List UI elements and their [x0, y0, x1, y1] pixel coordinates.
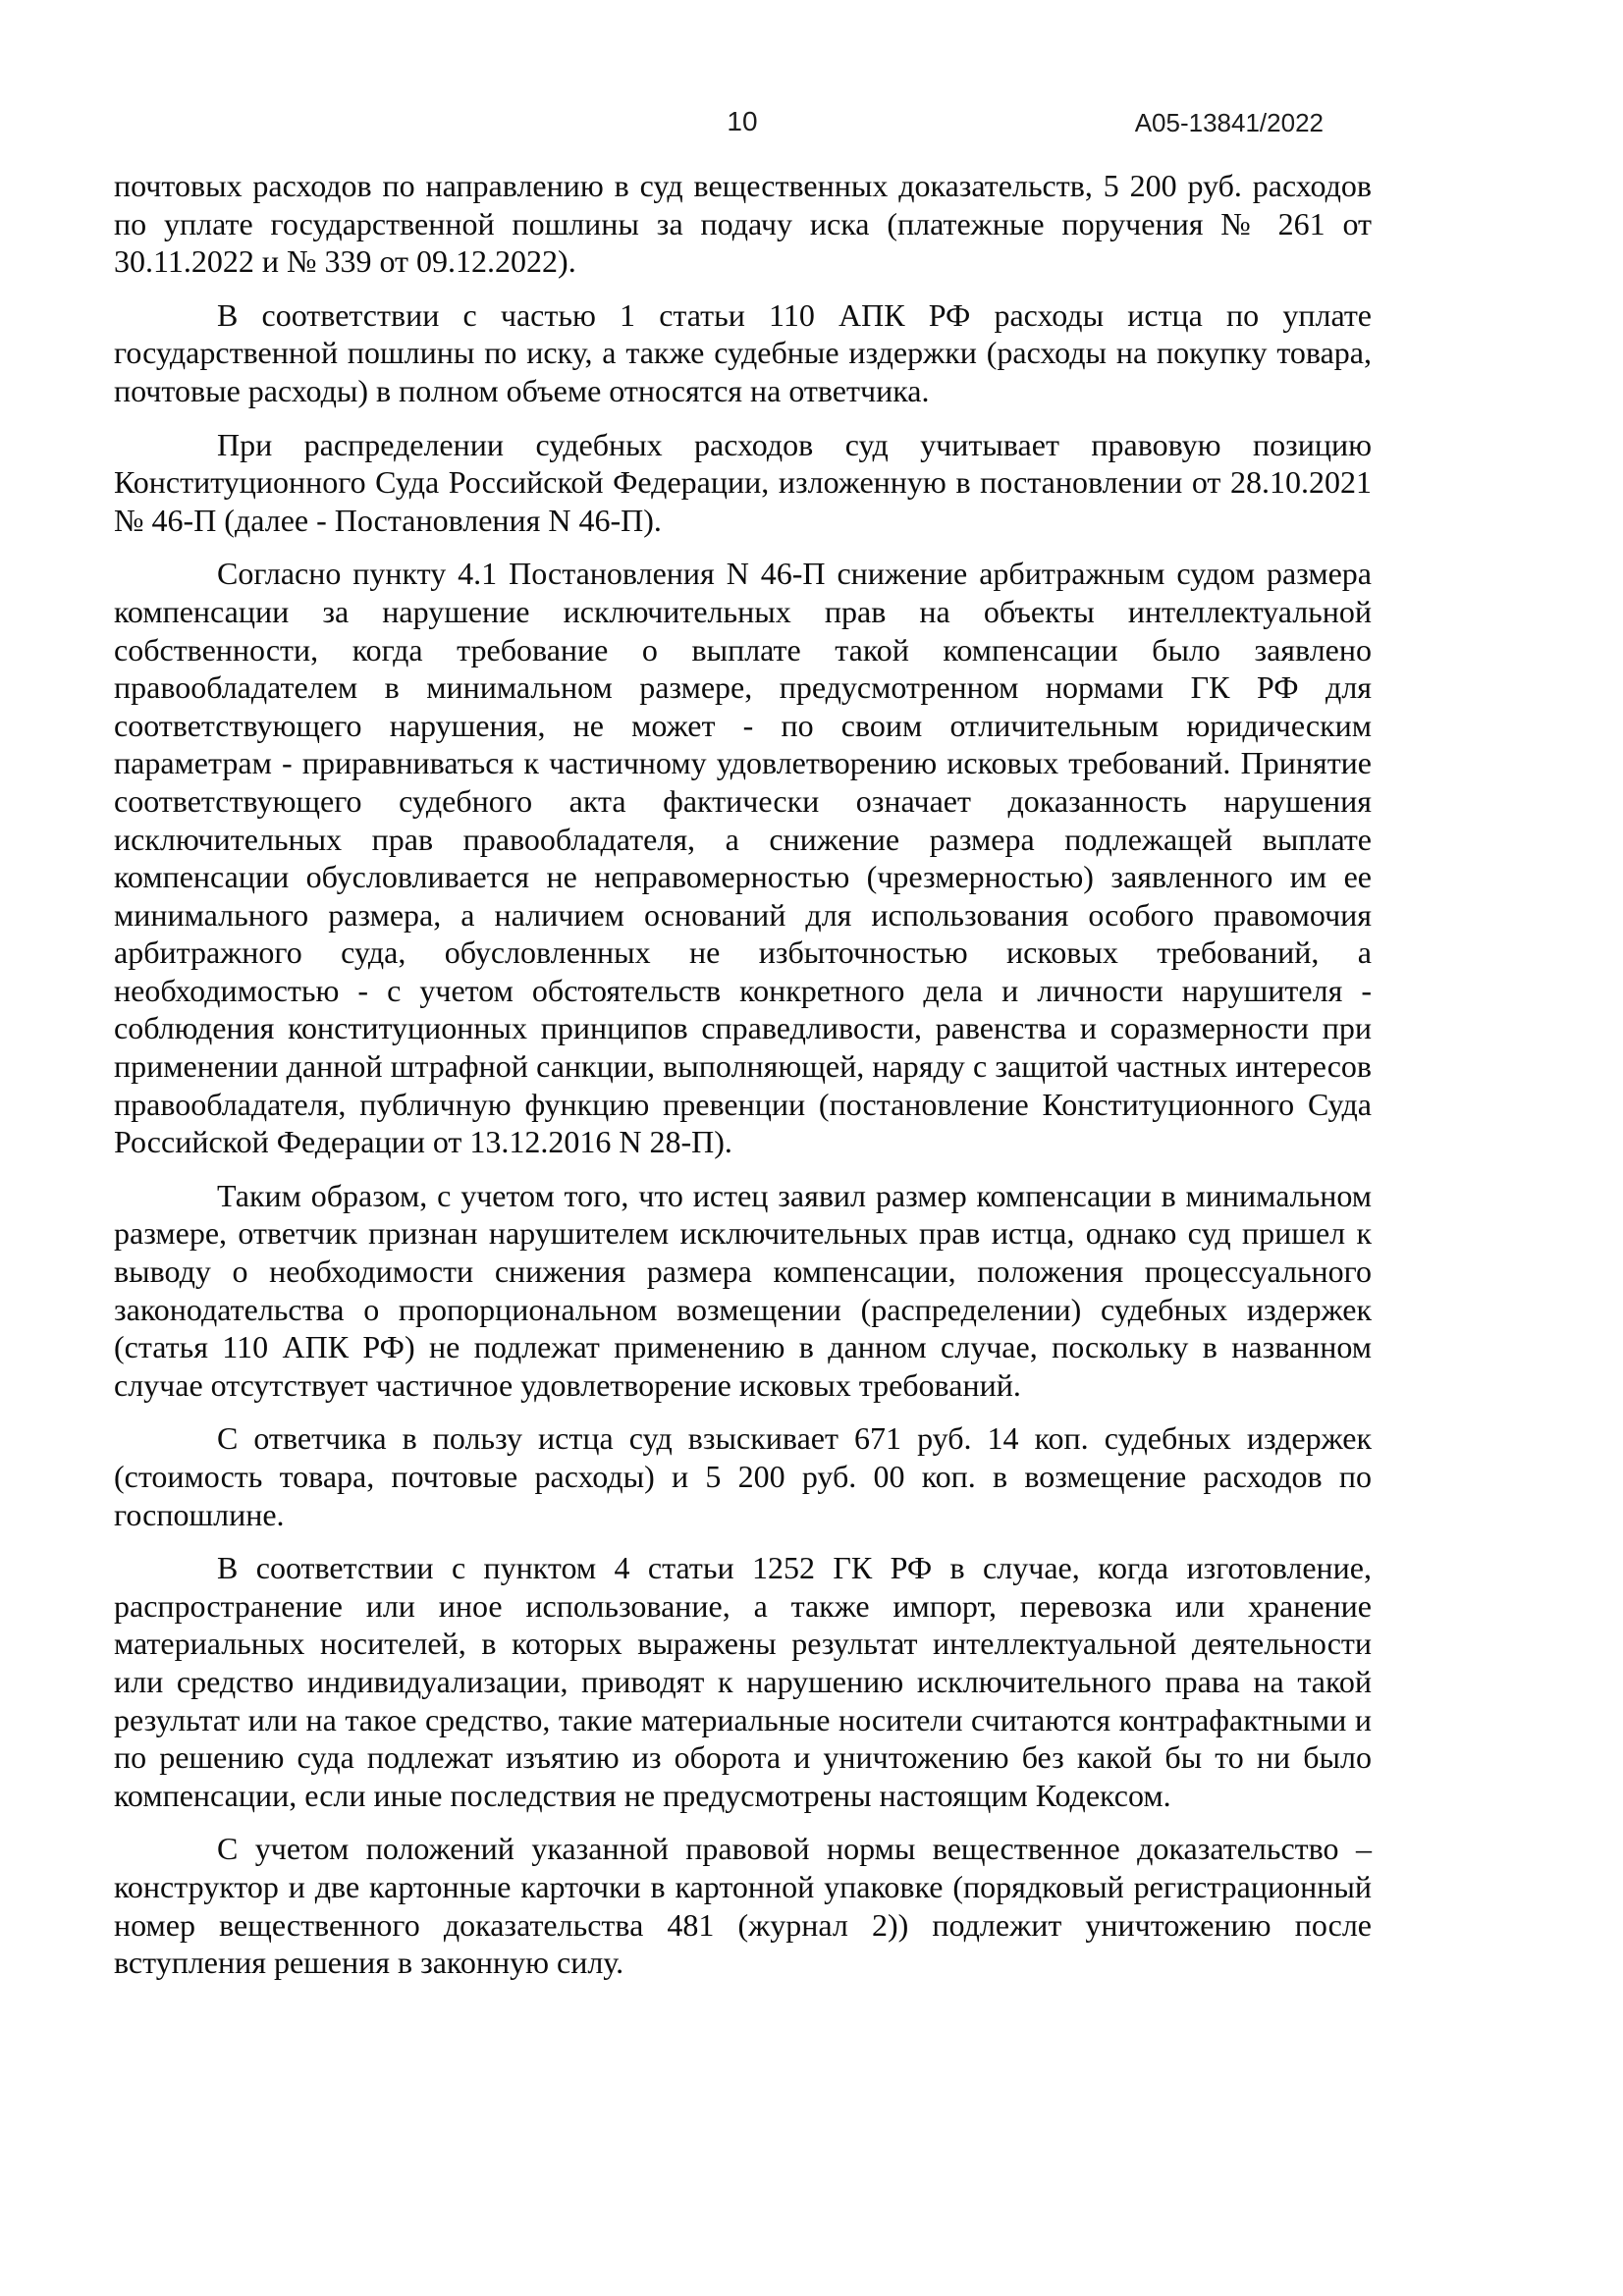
case-number: А05-13841/2022	[1134, 108, 1324, 137]
paragraph-5: Таким образом, с учетом того, что истец заявил размер компенсации в минимальном размере, ответчик признан нарушителем исключительных прав истца, однако суд пришел к выводу о необходимости снижения размера компенсации, положения процессуального законодательства о пропорциональном возмещении (распределении) судебных издержек (статья 110 АПК РФ) не подлежат применению в данном случае, поскольку в названном случае отсутствует частичное удовлетворение исковых требований.	[114, 1177, 1372, 1403]
paragraph-1: почтовых расходов по направлению в суд вещественных доказательств, 5 200 руб. расходов по уплате государственной пошлины за подачу иска (платежные поручения № 261 от 30.11.2022 и № 339 от 09.12.2022).	[114, 168, 1372, 280]
paragraph-6: С ответчика в пользу истца суд взыскивает 671 руб. 14 коп. судебных издержек (стоимость товара, почтовые расходы) и 5 200 руб. 00 коп. в возмещение расходов по госпошлине.	[114, 1420, 1372, 1532]
paragraph-3: При распределении судебных расходов суд учитывает правовую позицию Конституционного Суда Российской Федерации, изложенную в постановлении от 28.10.2021 № 46-П (далее - Постановления N 46-П).	[114, 426, 1372, 538]
document-body	[114, 167, 1372, 1998]
paragraph-4: Согласно пункту 4.1 Постановления N 46-П снижение арбитражным судом размера компенсации за нарушение исключительных прав на объекты интеллектуальной собственности, когда требование о выплате такой компенсации было заявлено правообладателем в минимальном размере, предусмотренном нормами ГК РФ для соответствующего нарушения, не может - по своим отличительным юридическим параметрам - приравниваться к частичному удовлетворению исковых требований. Принятие соответствующего судебного акта фактически означает доказанность нарушения исключительных прав правообладателя, а снижение размера подлежащей выплате компенсации обусловливается не неправомерностью (чрезмерностью) заявленного им ее минимального размера, а наличием оснований для использования особого правомочия арбитражного суда, обусловленных не избыточностью исковых требований, а необходимостью - с учетом обстоятельств конкретного дела и личности нарушителя - соблюдения конституционных принципов справедливости, равенства и соразмерности при применении данной штрафной санкции, выполняющей, наряду с защитой частных интересов правообладателя, публичную функцию превенции (постановление Конституционного Суда Российской Федерации от 13.12.2016 N 28-П).	[114, 556, 1372, 1160]
paragraph-2: В соответствии с частью 1 статьи 110 АПК РФ расходы истца по уплате государственной пошлины по иску, а также судебные издержки (расходы на покупку товара, почтовые расходы) в полном объеме относятся на ответчика.	[114, 296, 1372, 408]
paragraph-7: В соответствии с пунктом 4 статьи 1252 ГК РФ в случае, когда изготовление, распространение или иное использование, а также импорт, перевозка или хранение материальных носителей, в которых выражены результат интеллектуальной деятельности или средство индивидуализации, приводят к нарушению исключительного права на такой результат или на такое средство, такие материальные носители считаются контрафактными и по решению суда подлежат изъятию из оборота и уничтожению без какой бы то ни было компенсации, если иные последствия не предусмотрены настоящим Кодексом.	[114, 1550, 1372, 1813]
page-number: 10	[727, 106, 758, 136]
paragraph-8: С учетом положений указанной правовой нормы вещественное доказательство – конструктор и две картонные карточки в картонной упаковке (порядковый регистрационный номер вещественного доказательства 481 (журнал 2)) подлежит уничтожению после вступления решения в законную силу.	[114, 1831, 1372, 1981]
